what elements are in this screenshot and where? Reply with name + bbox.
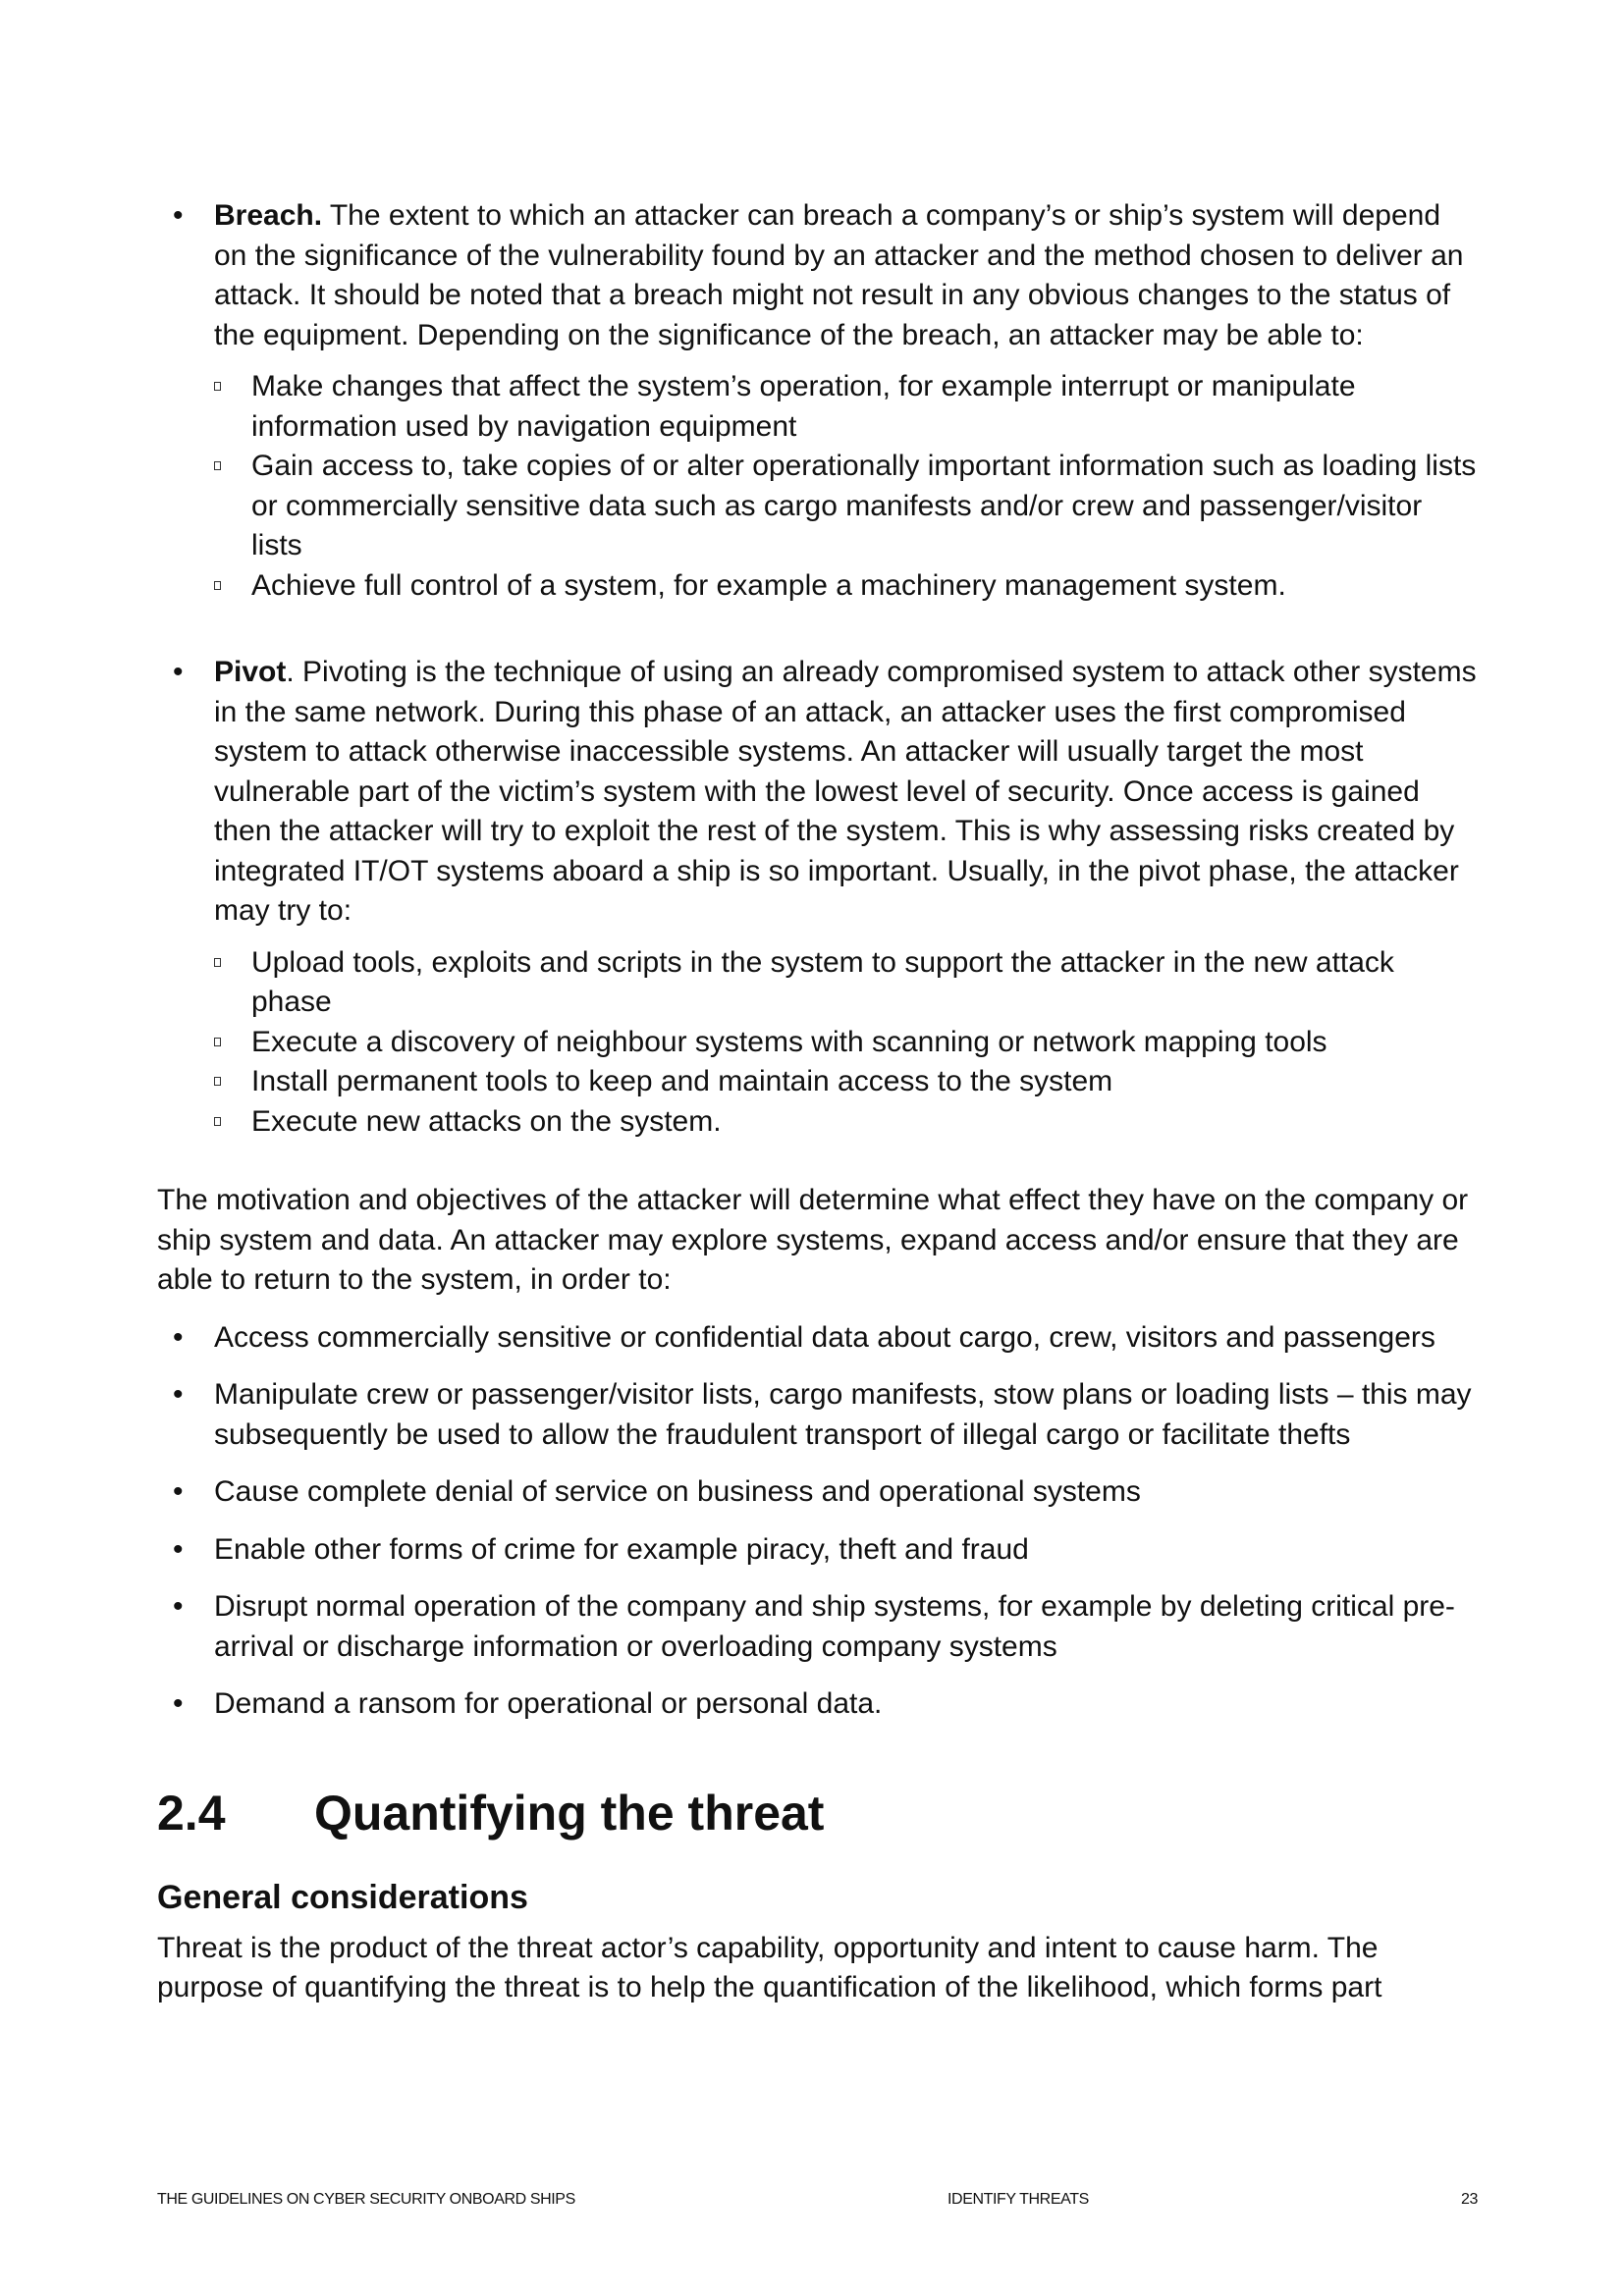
breach-sub-list: [214, 367, 1478, 606]
pivot-bullet: [157, 653, 1478, 1142]
pivot-text: . Pivoting is the technique of using an already compromised system to attack other systems in the same network. During this phase of an attack, an attacker uses the first compromised system to attack otherwise inaccessible systems. An attacker will usually target the most vulnerable part of the victim’s system with the lowest level of security. Once access is gained then the attacker will try to exploit the rest of the system. This is why assessing risks created by integrated IT/OT systems aboard a ship is so important. Usually, in the pivot phase, the attacker may try to:: [214, 656, 1477, 927]
motivation-list: [157, 1318, 1478, 1725]
breach-term: Breach.: [214, 199, 323, 232]
square-bullet-icon: [214, 1038, 221, 1046]
section-number: 2.4: [157, 1785, 226, 1841]
list-item: Upload tools, exploits and scripts in the system to support the attacker in the new attack phase: [214, 943, 1478, 1023]
list-item: Gain access to, take copies of or alter operationally important information such as loading lists or commercially sensitive data such as cargo manifests and/or crew and passenger/visitor lists: [214, 447, 1478, 566]
pivot-sub-list: [214, 943, 1478, 1143]
bullet-icon: •: [173, 199, 184, 232]
page-number: 23: [1461, 2191, 1478, 2208]
list-item: • Manipulate crew or passenger/visitor lists, cargo manifests, stow plans or loading lists – this may subsequently be used to allow the fraudulent transport of illegal cargo or facilitate thefts: [157, 1375, 1478, 1455]
footer-document-title: THE GUIDELINES ON CYBER SECURITY ONBOARD SHIPS: [157, 2191, 575, 2208]
section-title: Quantifying the threat: [314, 1785, 825, 1841]
bullet-icon: •: [173, 1687, 184, 1720]
bullet-icon: •: [173, 1532, 184, 1566]
square-bullet-icon: [214, 958, 221, 967]
breach-bullet: [157, 196, 1478, 606]
list-item: • Disrupt normal operation of the company and ship systems, for example by deleting critical pre-arrival or discharge information or overloading company systems: [157, 1587, 1478, 1667]
pivot-term: Pivot: [214, 656, 287, 688]
list-item: • Cause complete denial of service on business and operational systems: [157, 1472, 1478, 1513]
list-item: Install permanent tools to keep and maintain access to the system: [214, 1062, 1478, 1102]
motivation-paragraph: The motivation and objectives of the attacker will determine what effect they have on the company or ship system and data. An attacker may explore systems, expand access and/or ensure that they are able to return to the system, in order to:: [157, 1184, 1469, 1296]
list-item: • Demand a ransom for operational or personal data.: [157, 1684, 1478, 1725]
list-item: Execute a discovery of neighbour systems with scanning or network mapping tools: [214, 1023, 1478, 1063]
page-content: [157, 196, 1478, 2008]
bullet-icon: •: [173, 1475, 184, 1508]
breach-text: The extent to which an attacker can breach a company’s or ship’s system will depend on the significance of the vulnerability found by an attacker and the method chosen to deliver an attack. It should be noted that a breach might not result in any obvious changes to the status of the equipment. Depending on the significance of the breach, an attacker may be able to:: [214, 199, 1464, 351]
list-item: Achieve full control of a system, for example a machinery management system.: [214, 566, 1478, 607]
bullet-icon: •: [173, 1378, 184, 1411]
section-heading: [157, 1784, 1478, 1842]
square-bullet-icon: [214, 581, 221, 590]
bullet-icon: •: [173, 656, 184, 688]
square-bullet-icon: [214, 461, 221, 470]
bullet-icon: •: [173, 1590, 184, 1623]
square-bullet-icon: [214, 1077, 221, 1086]
list-item: • Enable other forms of crime for example piracy, theft and fraud: [157, 1530, 1478, 1571]
list-item: • Access commercially sensitive or confidential data about cargo, crew, visitors and passengers: [157, 1318, 1478, 1359]
subsection-heading: General considerations: [157, 1878, 528, 1916]
square-bullet-icon: [214, 382, 221, 391]
subsection-paragraph: Threat is the product of the threat actor’s capability, opportunity and intent to cause harm. The purpose of quantifying the threat is to help the quantification of the likelihood, which forms part: [157, 1931, 1382, 2003]
square-bullet-icon: [214, 1117, 221, 1126]
list-item: Make changes that affect the system’s operation, for example interrupt or manipulate information used by navigation equipment: [214, 367, 1478, 447]
bullet-icon: •: [173, 1320, 184, 1354]
list-item: Execute new attacks on the system.: [214, 1102, 1478, 1143]
footer-chapter-title: IDENTIFY THREATS: [947, 2191, 1089, 2208]
